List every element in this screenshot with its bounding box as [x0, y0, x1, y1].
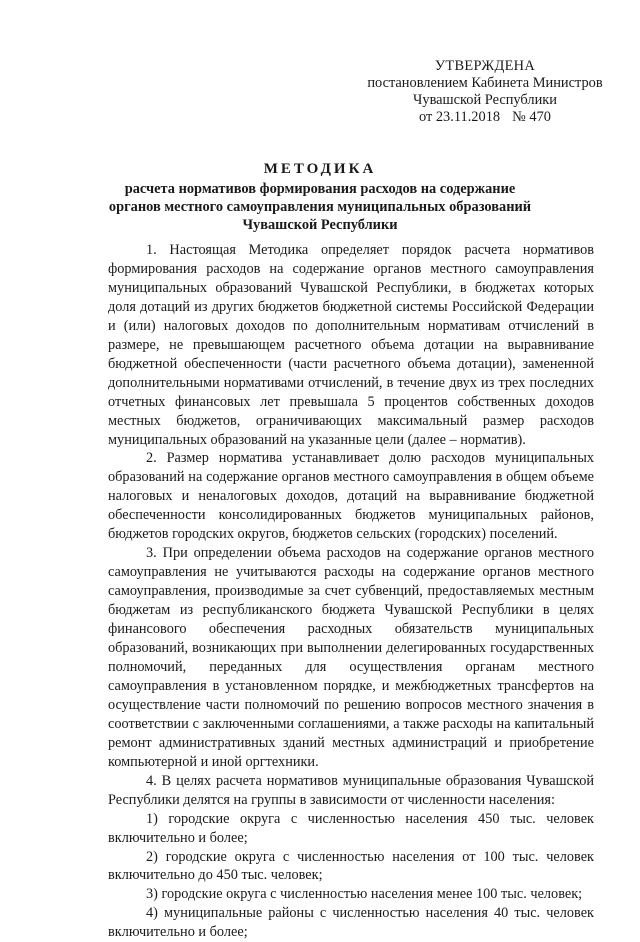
list-item-2: 2) городские округа с численностью населения от 100 тыс. человек включительно до 450 тыс. человек; — [108, 848, 594, 884]
document-body — [108, 241, 594, 942]
paragraph-1: 1. Настоящая Методика определяет порядок расчета нормативов формирования расходов на содержание органов местного самоуправления муниципальных образований Чувашской Республики, в бюджетах которых доля дотаций из других бюджетов бюджетной системы Российской Федерации и (или) налоговых доходов по дополнительным нормативам отчислений в размере, не превышающем расчетного объема дотации на выравнивание бюджетной обеспеченности (части расчетного объема дотации), замененной дополнительными нормативами отчислений, в течение двух из трех последних отчетных финансовых лет превышала 5 процентов собственных доходов местных бюджетов, ограничивающих максимальный размер расходов муниципальных образований на указанные цели (далее – норматив). — [108, 242, 594, 448]
document-heading — [80, 158, 560, 234]
document-subtitle-line-1: расчета нормативов формирования расходов на содержание — [124, 181, 516, 197]
paragraph-3: 3. При определении объема расходов на содержание органов местного самоуправления не учитываются расходы на содержание органов местного самоуправления, производимые за счет субвенций, предоставляемых местным бюджетам из республиканского бюджета Чувашской Республики в целях финансового обеспечения расходных обязательств муниципальных образований, возникающих при выполнении делегированных государственных полномочий, переданных для осуществления органам местного самоуправления в установленном порядке, и межбюджетных трансфертов на осуществление части полномочий по решению вопросов местного значения в соответствии с заключенными соглашениями, а также расходы на капитальный ремонт административных зданий местных администраций и приобретение компьютерной и иной оргтехники. — [108, 545, 594, 770]
document-title: МЕТОДИКА — [263, 161, 377, 177]
approval-date: от 23.11.2018 — [418, 109, 501, 125]
document-subtitle-line-2: органов местного самоуправления муниципальных образований — [108, 199, 532, 215]
approval-authority: постановлением Кабинета Министров — [367, 75, 603, 91]
list-item-1: 1) городские округа с численностью населения 450 тыс. человек включительно и более; — [108, 810, 594, 846]
paragraph-4: 4. В целях расчета нормативов муниципальные образования Чувашской Республики делятся на группы в зависимости от численности населения: — [108, 772, 594, 808]
document-subtitle-line-3: Чувашской Республики — [242, 217, 398, 233]
list-item-3: 3) городские округа с численностью населения менее 100 тыс. человек; — [146, 886, 583, 903]
approval-title: УТВЕРЖДЕНА — [434, 58, 536, 74]
list-item-4: 4) муниципальные районы с численностью населения 40 тыс. человек включительно и более; — [108, 905, 594, 941]
approval-republic: Чувашской Республики — [413, 92, 557, 108]
approval-date-line — [360, 109, 610, 126]
approval-stamp — [360, 58, 610, 126]
paragraph-2: 2. Размер норматива устанавливает долю расходов муниципальных образований на содержание органов местного самоуправления в общем объеме налоговых и неналоговых доходов, дотаций на выравнивание бюджетной обеспеченности консолидированных бюджетов муниципальных районов, бюджетов городских округов, бюджетов сельских (городских) поселений. — [108, 450, 594, 543]
approval-number: № 470 — [512, 109, 552, 125]
